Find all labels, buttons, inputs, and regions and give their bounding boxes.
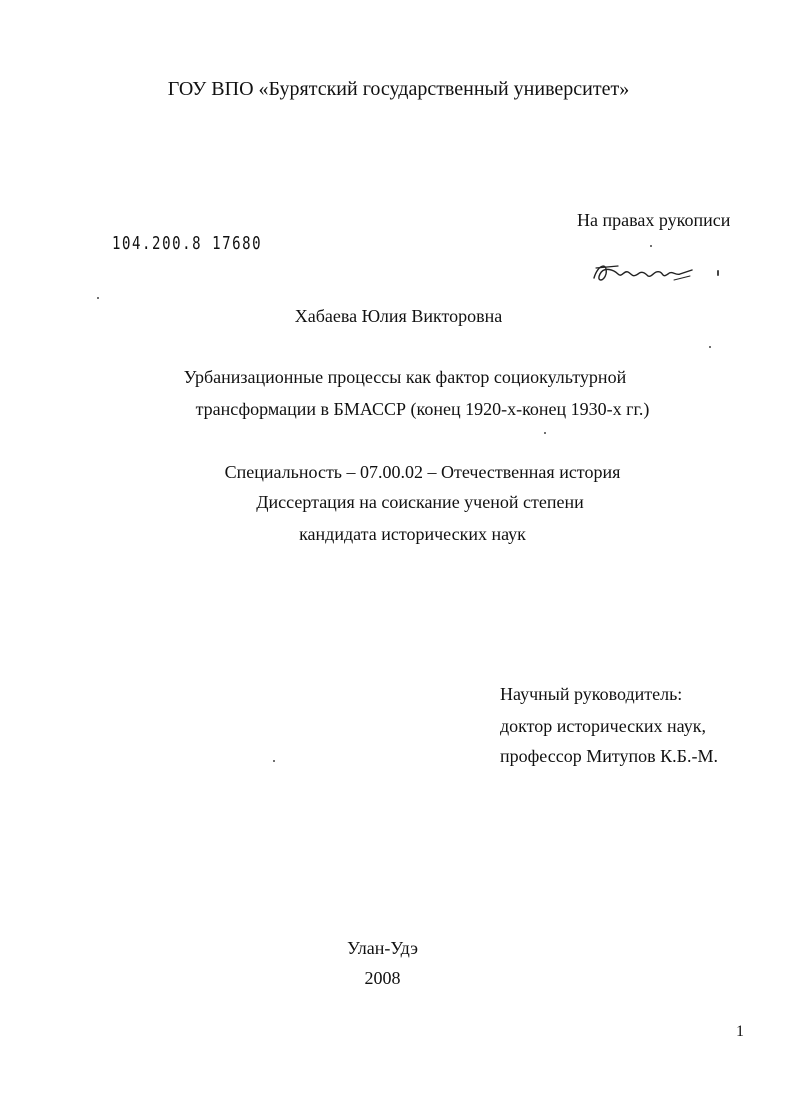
- supervisor-degree: доктор исторических наук,: [500, 716, 706, 736]
- year: 2008: [364, 968, 401, 988]
- scan-speck: [717, 270, 719, 276]
- dissertation-title-line-2: трансформации в БМАССР (конец 1920-х-конец 1930-х гг.): [195, 399, 650, 419]
- scan-speck: [650, 245, 652, 247]
- manuscript-note: На правах рукописи: [577, 210, 731, 230]
- signature-icon: [588, 256, 698, 290]
- institution-name: ГОУ ВПО «Бурятский государственный университет»: [167, 78, 630, 100]
- scan-speck: [273, 760, 275, 762]
- scan-speck: [544, 432, 546, 434]
- dissertation-degree-line-1: Диссертация на соискание ученой степени: [256, 492, 584, 512]
- supervisor-name: профессор Митупов К.Б.-М.: [500, 746, 718, 766]
- dissertation-title-line-1: Урбанизационные процессы как фактор социокультурной: [183, 367, 627, 387]
- specialty: Специальность – 07.00.02 – Отечественная история: [224, 462, 621, 482]
- dissertation-degree-line-2: кандидата исторических наук: [299, 524, 526, 544]
- stamp-code: 104.200.8 17680: [112, 233, 263, 254]
- scan-speck: [709, 346, 711, 348]
- city: Улан-Удэ: [347, 938, 418, 958]
- scan-speck: [97, 297, 99, 299]
- supervisor-label: Научный руководитель:: [500, 684, 683, 704]
- page-number: 1: [736, 1023, 744, 1040]
- author-name: Хабаева Юлия Викторовна: [294, 306, 503, 326]
